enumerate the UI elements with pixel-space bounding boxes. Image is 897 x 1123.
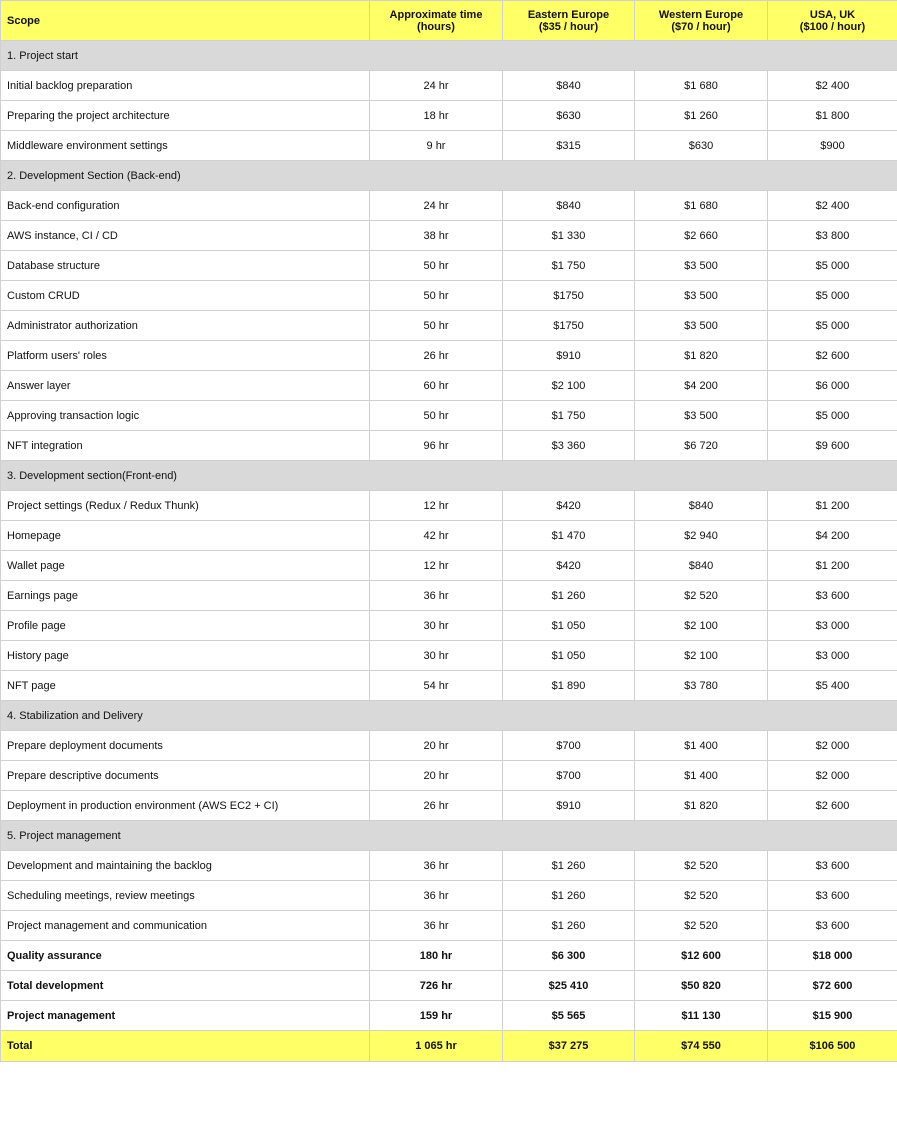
western-europe-cost-cell: $2 940 — [635, 521, 768, 551]
header-we-rate: ($70 / hour) — [671, 20, 731, 33]
section-title: 4. Stabilization and Delivery — [1, 701, 897, 731]
scope-cell: Development and maintaining the backlog — [1, 851, 370, 881]
usa-uk-cost-cell: $5 000 — [768, 401, 897, 431]
time-cell: 36 hr — [370, 581, 503, 611]
eastern-europe-cost-cell: $1 050 — [503, 641, 635, 671]
eastern-europe-cost-cell: $37 275 — [503, 1031, 635, 1062]
table-row — [1, 911, 897, 941]
section-header-row — [1, 701, 897, 731]
header-time-title: Approximate time — [389, 8, 483, 21]
eastern-europe-cost-cell: $1 260 — [503, 881, 635, 911]
table-row — [1, 521, 897, 551]
western-europe-cost-cell: $4 200 — [635, 371, 768, 401]
section-header-row — [1, 161, 897, 191]
usa-uk-cost-cell: $9 600 — [768, 431, 897, 461]
usa-uk-cost-cell: $3 000 — [768, 641, 897, 671]
time-cell: 50 hr — [370, 251, 503, 281]
scope-cell: History page — [1, 641, 370, 671]
table-row — [1, 731, 897, 761]
table-row — [1, 221, 897, 251]
eastern-europe-cost-cell: $1 260 — [503, 581, 635, 611]
western-europe-cost-cell: $1 400 — [635, 761, 768, 791]
usa-uk-cost-cell: $2 000 — [768, 731, 897, 761]
usa-uk-cost-cell: $3 600 — [768, 581, 897, 611]
usa-uk-cost-cell: $3 600 — [768, 851, 897, 881]
time-cell: 24 hr — [370, 191, 503, 221]
table-row — [1, 611, 897, 641]
western-europe-cost-cell: $3 500 — [635, 281, 768, 311]
table-body — [1, 41, 897, 1062]
scope-cell: Platform users' roles — [1, 341, 370, 371]
time-cell: 50 hr — [370, 401, 503, 431]
eastern-europe-cost-cell: $700 — [503, 761, 635, 791]
western-europe-cost-cell: $74 550 — [635, 1031, 768, 1062]
header-eastern-europe — [503, 1, 635, 41]
total-row — [1, 1031, 897, 1062]
section-title: 1. Project start — [1, 41, 897, 71]
scope-cell: Project settings (Redux / Redux Thunk) — [1, 491, 370, 521]
eastern-europe-cost-cell: $910 — [503, 341, 635, 371]
time-cell: 20 hr — [370, 731, 503, 761]
scope-cell: Deployment in production environment (AWS EC2 + CI) — [1, 791, 370, 821]
time-cell: 180 hr — [370, 941, 503, 971]
time-cell: 38 hr — [370, 221, 503, 251]
western-europe-cost-cell: $1 820 — [635, 791, 768, 821]
eastern-europe-cost-cell: $25 410 — [503, 971, 635, 1001]
eastern-europe-cost-cell: $1 260 — [503, 851, 635, 881]
time-cell: 159 hr — [370, 1001, 503, 1031]
section-title: 2. Development Section (Back-end) — [1, 161, 897, 191]
table-row — [1, 761, 897, 791]
time-cell: 1 065 hr — [370, 1031, 503, 1062]
western-europe-cost-cell: $840 — [635, 491, 768, 521]
eastern-europe-cost-cell: $840 — [503, 191, 635, 221]
time-cell: 26 hr — [370, 791, 503, 821]
table-row — [1, 581, 897, 611]
eastern-europe-cost-cell: $2 100 — [503, 371, 635, 401]
scope-cell: Approving transaction logic — [1, 401, 370, 431]
western-europe-cost-cell: $2 520 — [635, 911, 768, 941]
section-title: 5. Project management — [1, 821, 897, 851]
time-cell: 26 hr — [370, 341, 503, 371]
time-cell: 12 hr — [370, 551, 503, 581]
scope-cell: Project management — [1, 1001, 370, 1031]
time-cell: 20 hr — [370, 761, 503, 791]
time-cell: 50 hr — [370, 281, 503, 311]
western-europe-cost-cell: $1 400 — [635, 731, 768, 761]
table-row — [1, 251, 897, 281]
header-row — [1, 1, 897, 41]
time-cell: 36 hr — [370, 911, 503, 941]
table-row — [1, 341, 897, 371]
section-header-row — [1, 821, 897, 851]
header-ee-title: Eastern Europe — [527, 8, 610, 21]
usa-uk-cost-cell: $2 000 — [768, 761, 897, 791]
western-europe-cost-cell: $11 130 — [635, 1001, 768, 1031]
time-cell: 36 hr — [370, 851, 503, 881]
summary-row — [1, 941, 897, 971]
usa-uk-cost-cell: $1 200 — [768, 551, 897, 581]
eastern-europe-cost-cell: $315 — [503, 131, 635, 161]
eastern-europe-cost-cell: $840 — [503, 71, 635, 101]
usa-uk-cost-cell: $5 400 — [768, 671, 897, 701]
scope-cell: Prepare deployment documents — [1, 731, 370, 761]
eastern-europe-cost-cell: $1 750 — [503, 251, 635, 281]
header-usa-uk — [768, 1, 897, 41]
scope-cell: Quality assurance — [1, 941, 370, 971]
western-europe-cost-cell: $630 — [635, 131, 768, 161]
time-cell: 18 hr — [370, 101, 503, 131]
western-europe-cost-cell: $2 100 — [635, 611, 768, 641]
table-row — [1, 851, 897, 881]
scope-cell: Middleware environment settings — [1, 131, 370, 161]
time-cell: 54 hr — [370, 671, 503, 701]
table-row — [1, 311, 897, 341]
eastern-europe-cost-cell: $630 — [503, 101, 635, 131]
scope-cell: NFT page — [1, 671, 370, 701]
scope-cell: NFT integration — [1, 431, 370, 461]
summary-row — [1, 1001, 897, 1031]
western-europe-cost-cell: $2 100 — [635, 641, 768, 671]
usa-uk-cost-cell: $5 000 — [768, 311, 897, 341]
scope-cell: Scheduling meetings, review meetings — [1, 881, 370, 911]
time-cell: 36 hr — [370, 881, 503, 911]
header-western-europe — [635, 1, 768, 41]
time-cell: 726 hr — [370, 971, 503, 1001]
header-us-title: USA, UK — [809, 8, 856, 21]
usa-uk-cost-cell: $1 800 — [768, 101, 897, 131]
summary-row — [1, 971, 897, 1001]
usa-uk-cost-cell: $106 500 — [768, 1031, 897, 1062]
scope-cell: Total — [1, 1031, 370, 1062]
time-cell: 96 hr — [370, 431, 503, 461]
western-europe-cost-cell: $12 600 — [635, 941, 768, 971]
eastern-europe-cost-cell: $420 — [503, 491, 635, 521]
scope-cell: Homepage — [1, 521, 370, 551]
table-row — [1, 101, 897, 131]
eastern-europe-cost-cell: $1750 — [503, 281, 635, 311]
table-row — [1, 371, 897, 401]
eastern-europe-cost-cell: $1 750 — [503, 401, 635, 431]
table-row — [1, 791, 897, 821]
eastern-europe-cost-cell: $420 — [503, 551, 635, 581]
usa-uk-cost-cell: $1 200 — [768, 491, 897, 521]
time-cell: 60 hr — [370, 371, 503, 401]
table-row — [1, 431, 897, 461]
table-row — [1, 191, 897, 221]
usa-uk-cost-cell: $3 800 — [768, 221, 897, 251]
western-europe-cost-cell: $1 680 — [635, 191, 768, 221]
scope-cell: Administrator authorization — [1, 311, 370, 341]
scope-cell: Database structure — [1, 251, 370, 281]
header-time-unit: (hours) — [417, 20, 455, 33]
section-header-row — [1, 41, 897, 71]
header-ee-rate: ($35 / hour) — [538, 20, 599, 33]
scope-cell: Answer layer — [1, 371, 370, 401]
western-europe-cost-cell: $1 260 — [635, 101, 768, 131]
table-row — [1, 71, 897, 101]
usa-uk-cost-cell: $72 600 — [768, 971, 897, 1001]
usa-uk-cost-cell: $3 600 — [768, 911, 897, 941]
usa-uk-cost-cell: $3 000 — [768, 611, 897, 641]
western-europe-cost-cell: $2 520 — [635, 881, 768, 911]
scope-cell: Preparing the project architecture — [1, 101, 370, 131]
eastern-europe-cost-cell: $6 300 — [503, 941, 635, 971]
eastern-europe-cost-cell: $1 260 — [503, 911, 635, 941]
table-row — [1, 491, 897, 521]
eastern-europe-cost-cell: $1750 — [503, 311, 635, 341]
table-row — [1, 401, 897, 431]
eastern-europe-cost-cell: $700 — [503, 731, 635, 761]
scope-cell: Earnings page — [1, 581, 370, 611]
scope-cell: AWS instance, CI / CD — [1, 221, 370, 251]
eastern-europe-cost-cell: $1 470 — [503, 521, 635, 551]
usa-uk-cost-cell: $2 400 — [768, 191, 897, 221]
eastern-europe-cost-cell: $910 — [503, 791, 635, 821]
usa-uk-cost-cell: $2 400 — [768, 71, 897, 101]
header-time — [370, 1, 503, 41]
western-europe-cost-cell: $3 780 — [635, 671, 768, 701]
header-us-rate: ($100 / hour) — [799, 20, 866, 33]
scope-cell: Prepare descriptive documents — [1, 761, 370, 791]
eastern-europe-cost-cell: $1 050 — [503, 611, 635, 641]
scope-cell: Initial backlog preparation — [1, 71, 370, 101]
eastern-europe-cost-cell: $1 890 — [503, 671, 635, 701]
usa-uk-cost-cell: $2 600 — [768, 341, 897, 371]
section-title: 3. Development section(Front-end) — [1, 461, 897, 491]
section-header-row — [1, 461, 897, 491]
western-europe-cost-cell: $2 520 — [635, 581, 768, 611]
time-cell: 9 hr — [370, 131, 503, 161]
time-cell: 30 hr — [370, 611, 503, 641]
usa-uk-cost-cell: $5 000 — [768, 251, 897, 281]
table-row — [1, 671, 897, 701]
scope-cell: Profile page — [1, 611, 370, 641]
table-row — [1, 281, 897, 311]
western-europe-cost-cell: $50 820 — [635, 971, 768, 1001]
usa-uk-cost-cell: $5 000 — [768, 281, 897, 311]
time-cell: 12 hr — [370, 491, 503, 521]
usa-uk-cost-cell: $4 200 — [768, 521, 897, 551]
table-row — [1, 131, 897, 161]
western-europe-cost-cell: $1 820 — [635, 341, 768, 371]
scope-cell: Back-end configuration — [1, 191, 370, 221]
scope-cell: Custom CRUD — [1, 281, 370, 311]
scope-cell: Total development — [1, 971, 370, 1001]
header-scope: Scope — [1, 1, 370, 41]
eastern-europe-cost-cell: $1 330 — [503, 221, 635, 251]
eastern-europe-cost-cell: $5 565 — [503, 1001, 635, 1031]
western-europe-cost-cell: $2 520 — [635, 851, 768, 881]
western-europe-cost-cell: $1 680 — [635, 71, 768, 101]
time-cell: 24 hr — [370, 71, 503, 101]
table-row — [1, 551, 897, 581]
western-europe-cost-cell: $840 — [635, 551, 768, 581]
usa-uk-cost-cell: $3 600 — [768, 881, 897, 911]
western-europe-cost-cell: $3 500 — [635, 311, 768, 341]
western-europe-cost-cell: $2 660 — [635, 221, 768, 251]
usa-uk-cost-cell: $6 000 — [768, 371, 897, 401]
western-europe-cost-cell: $6 720 — [635, 431, 768, 461]
table-row — [1, 641, 897, 671]
header-we-title: Western Europe — [658, 8, 744, 21]
usa-uk-cost-cell: $2 600 — [768, 791, 897, 821]
usa-uk-cost-cell: $18 000 — [768, 941, 897, 971]
table-row — [1, 881, 897, 911]
western-europe-cost-cell: $3 500 — [635, 401, 768, 431]
scope-cell: Project management and communication — [1, 911, 370, 941]
usa-uk-cost-cell: $900 — [768, 131, 897, 161]
western-europe-cost-cell: $3 500 — [635, 251, 768, 281]
scope-cell: Wallet page — [1, 551, 370, 581]
eastern-europe-cost-cell: $3 360 — [503, 431, 635, 461]
time-cell: 30 hr — [370, 641, 503, 671]
time-cell: 50 hr — [370, 311, 503, 341]
time-cell: 42 hr — [370, 521, 503, 551]
usa-uk-cost-cell: $15 900 — [768, 1001, 897, 1031]
